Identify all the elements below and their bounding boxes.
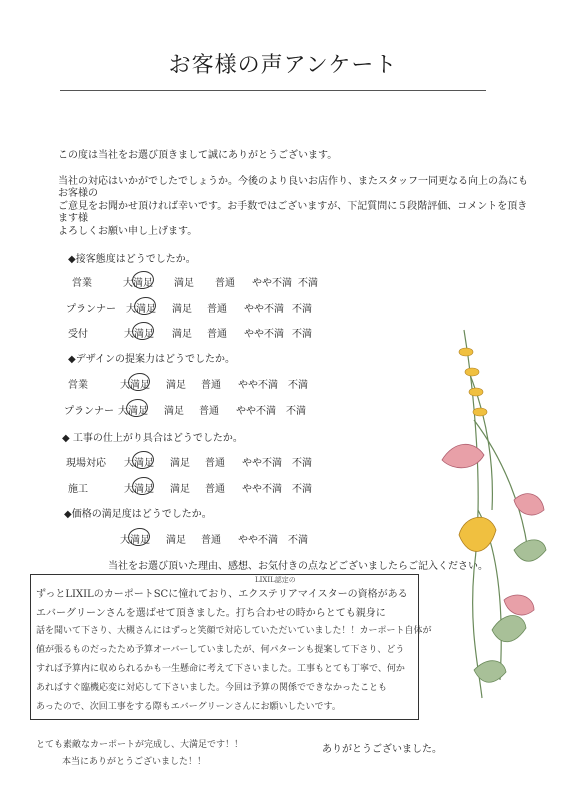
option-dissatisfied[interactable]: 不満 <box>298 278 318 289</box>
option-neutral[interactable]: 普通 <box>205 484 225 495</box>
option-dissatisfied[interactable]: 不満 <box>292 484 312 495</box>
option-dissatisfied[interactable]: 不満 <box>292 458 312 469</box>
option-very-satisfied[interactable]: 大満足 <box>123 278 153 289</box>
after-note: 本当にありがとうございました！！ <box>62 757 207 767</box>
question-service: ◆接客態度はどうでしたか。 <box>68 254 196 265</box>
comment-line: あったので、次回工事をする際もエバーグリーンさんにお願いしたいです。 <box>36 702 341 712</box>
option-dissatisfied[interactable]: 不満 <box>292 304 312 315</box>
flower-illustration <box>434 310 566 700</box>
comment-line: エバーグリーンさんを選ばせて頂きました。打ち合わせの時からとても親身に <box>36 608 386 619</box>
option-neutral[interactable]: 普通 <box>207 304 227 315</box>
option-neutral[interactable]: 普通 <box>201 380 221 391</box>
option-slightly-dissatisfied[interactable]: やや不満 <box>244 329 284 340</box>
question-price: ◆価格の満足度はどうでしたか。 <box>64 509 212 520</box>
option-very-satisfied[interactable]: 大満足 <box>126 304 156 315</box>
row-label: 施工 <box>68 484 88 495</box>
option-slightly-dissatisfied[interactable]: やや不満 <box>242 458 282 469</box>
page-title: お客様の声アンケート <box>168 53 398 78</box>
option-slightly-dissatisfied[interactable]: やや不満 <box>252 278 292 289</box>
after-note: とても素敵なカーポートが完成し、大満足です！！ <box>36 740 244 750</box>
option-neutral[interactable]: 普通 <box>207 329 227 340</box>
option-very-satisfied[interactable]: 大満足 <box>124 458 154 469</box>
option-satisfied[interactable]: 満足 <box>174 278 194 289</box>
row-label: 営業 <box>72 278 92 289</box>
option-satisfied[interactable]: 満足 <box>166 380 186 391</box>
option-satisfied[interactable]: 満足 <box>166 535 186 546</box>
intro-line: 当社の対応はいかがでしたでしょうか。今後のより良いお店作り、またスタッフ一同更なる向上の為にもお客様の <box>58 176 528 199</box>
comment-line: すれば予算内に収められるかも一生懸命に考えて下さいました。工事もとても丁寧で、何か <box>36 664 405 674</box>
option-satisfied[interactable]: 満足 <box>172 304 192 315</box>
row-label: 受付 <box>68 329 88 340</box>
option-very-satisfied[interactable]: 大満足 <box>120 535 150 546</box>
comment-annotation: LIXIL認定の <box>255 576 296 584</box>
intro-line: この度は当社をお選び頂きまして誠にありがとうございます。 <box>58 150 338 161</box>
intro-line: ご意見をお聞かせ頂ければ幸いです。お手数ではございますが、下記質問に５段階評価、コメントを頂きます様 <box>58 201 528 224</box>
row-label: 営業 <box>68 380 88 391</box>
option-slightly-dissatisfied[interactable]: やや不満 <box>242 484 282 495</box>
title-underline <box>60 90 486 91</box>
comment-line: 話を聞いて下さり、大槻さんにはずっと笑顔で対応していただいていました！！カーポート自体が <box>36 626 432 636</box>
option-neutral[interactable]: 普通 <box>215 278 235 289</box>
option-slightly-dissatisfied[interactable]: やや不満 <box>238 535 278 546</box>
comment-prompt: 当社をお選び頂いた理由、感想、お気付きの点などございましたらご記入ください。 <box>108 561 488 572</box>
question-design: ◆デザインの提案力はどうでしたか。 <box>68 354 235 365</box>
option-satisfied[interactable]: 満足 <box>172 329 192 340</box>
question-construction: ◆ 工事の仕上がり具合はどうでしたか。 <box>62 433 243 444</box>
option-very-satisfied[interactable]: 大満足 <box>120 380 150 391</box>
option-satisfied[interactable]: 満足 <box>170 484 190 495</box>
option-neutral[interactable]: 普通 <box>201 535 221 546</box>
option-dissatisfied[interactable]: 不満 <box>288 535 308 546</box>
comment-line: ずっとLIXILのカーポートSCに憧れており、エクステリアマイスターの資格がある <box>36 589 408 600</box>
option-dissatisfied[interactable]: 不満 <box>292 329 312 340</box>
row-label: プランナー <box>66 304 116 315</box>
option-satisfied[interactable]: 満足 <box>164 406 184 417</box>
thanks-text: ありがとうございました。 <box>322 744 442 755</box>
option-dissatisfied[interactable]: 不満 <box>286 406 306 417</box>
option-slightly-dissatisfied[interactable]: やや不満 <box>238 380 278 391</box>
comment-line: あればすぐ臨機応変に対応して下さいました。今回は予算の関係でできなかったことも <box>36 683 388 693</box>
option-very-satisfied[interactable]: 大満足 <box>124 484 154 495</box>
option-neutral[interactable]: 普通 <box>199 406 219 417</box>
comment-line: 値が張るものだったため予算オーバーしていましたが、何パターンも提案して下さり、どう <box>36 645 405 655</box>
row-label: 現場対応 <box>66 458 106 469</box>
intro-line: よろしくお願い申し上げます。 <box>58 226 198 237</box>
option-very-satisfied[interactable]: 大満足 <box>118 406 148 417</box>
row-label: プランナー <box>64 406 114 417</box>
option-slightly-dissatisfied[interactable]: やや不満 <box>244 304 284 315</box>
option-slightly-dissatisfied[interactable]: やや不満 <box>236 406 276 417</box>
option-satisfied[interactable]: 満足 <box>170 458 190 469</box>
option-dissatisfied[interactable]: 不満 <box>288 380 308 391</box>
option-neutral[interactable]: 普通 <box>205 458 225 469</box>
option-very-satisfied[interactable]: 大満足 <box>124 329 154 340</box>
